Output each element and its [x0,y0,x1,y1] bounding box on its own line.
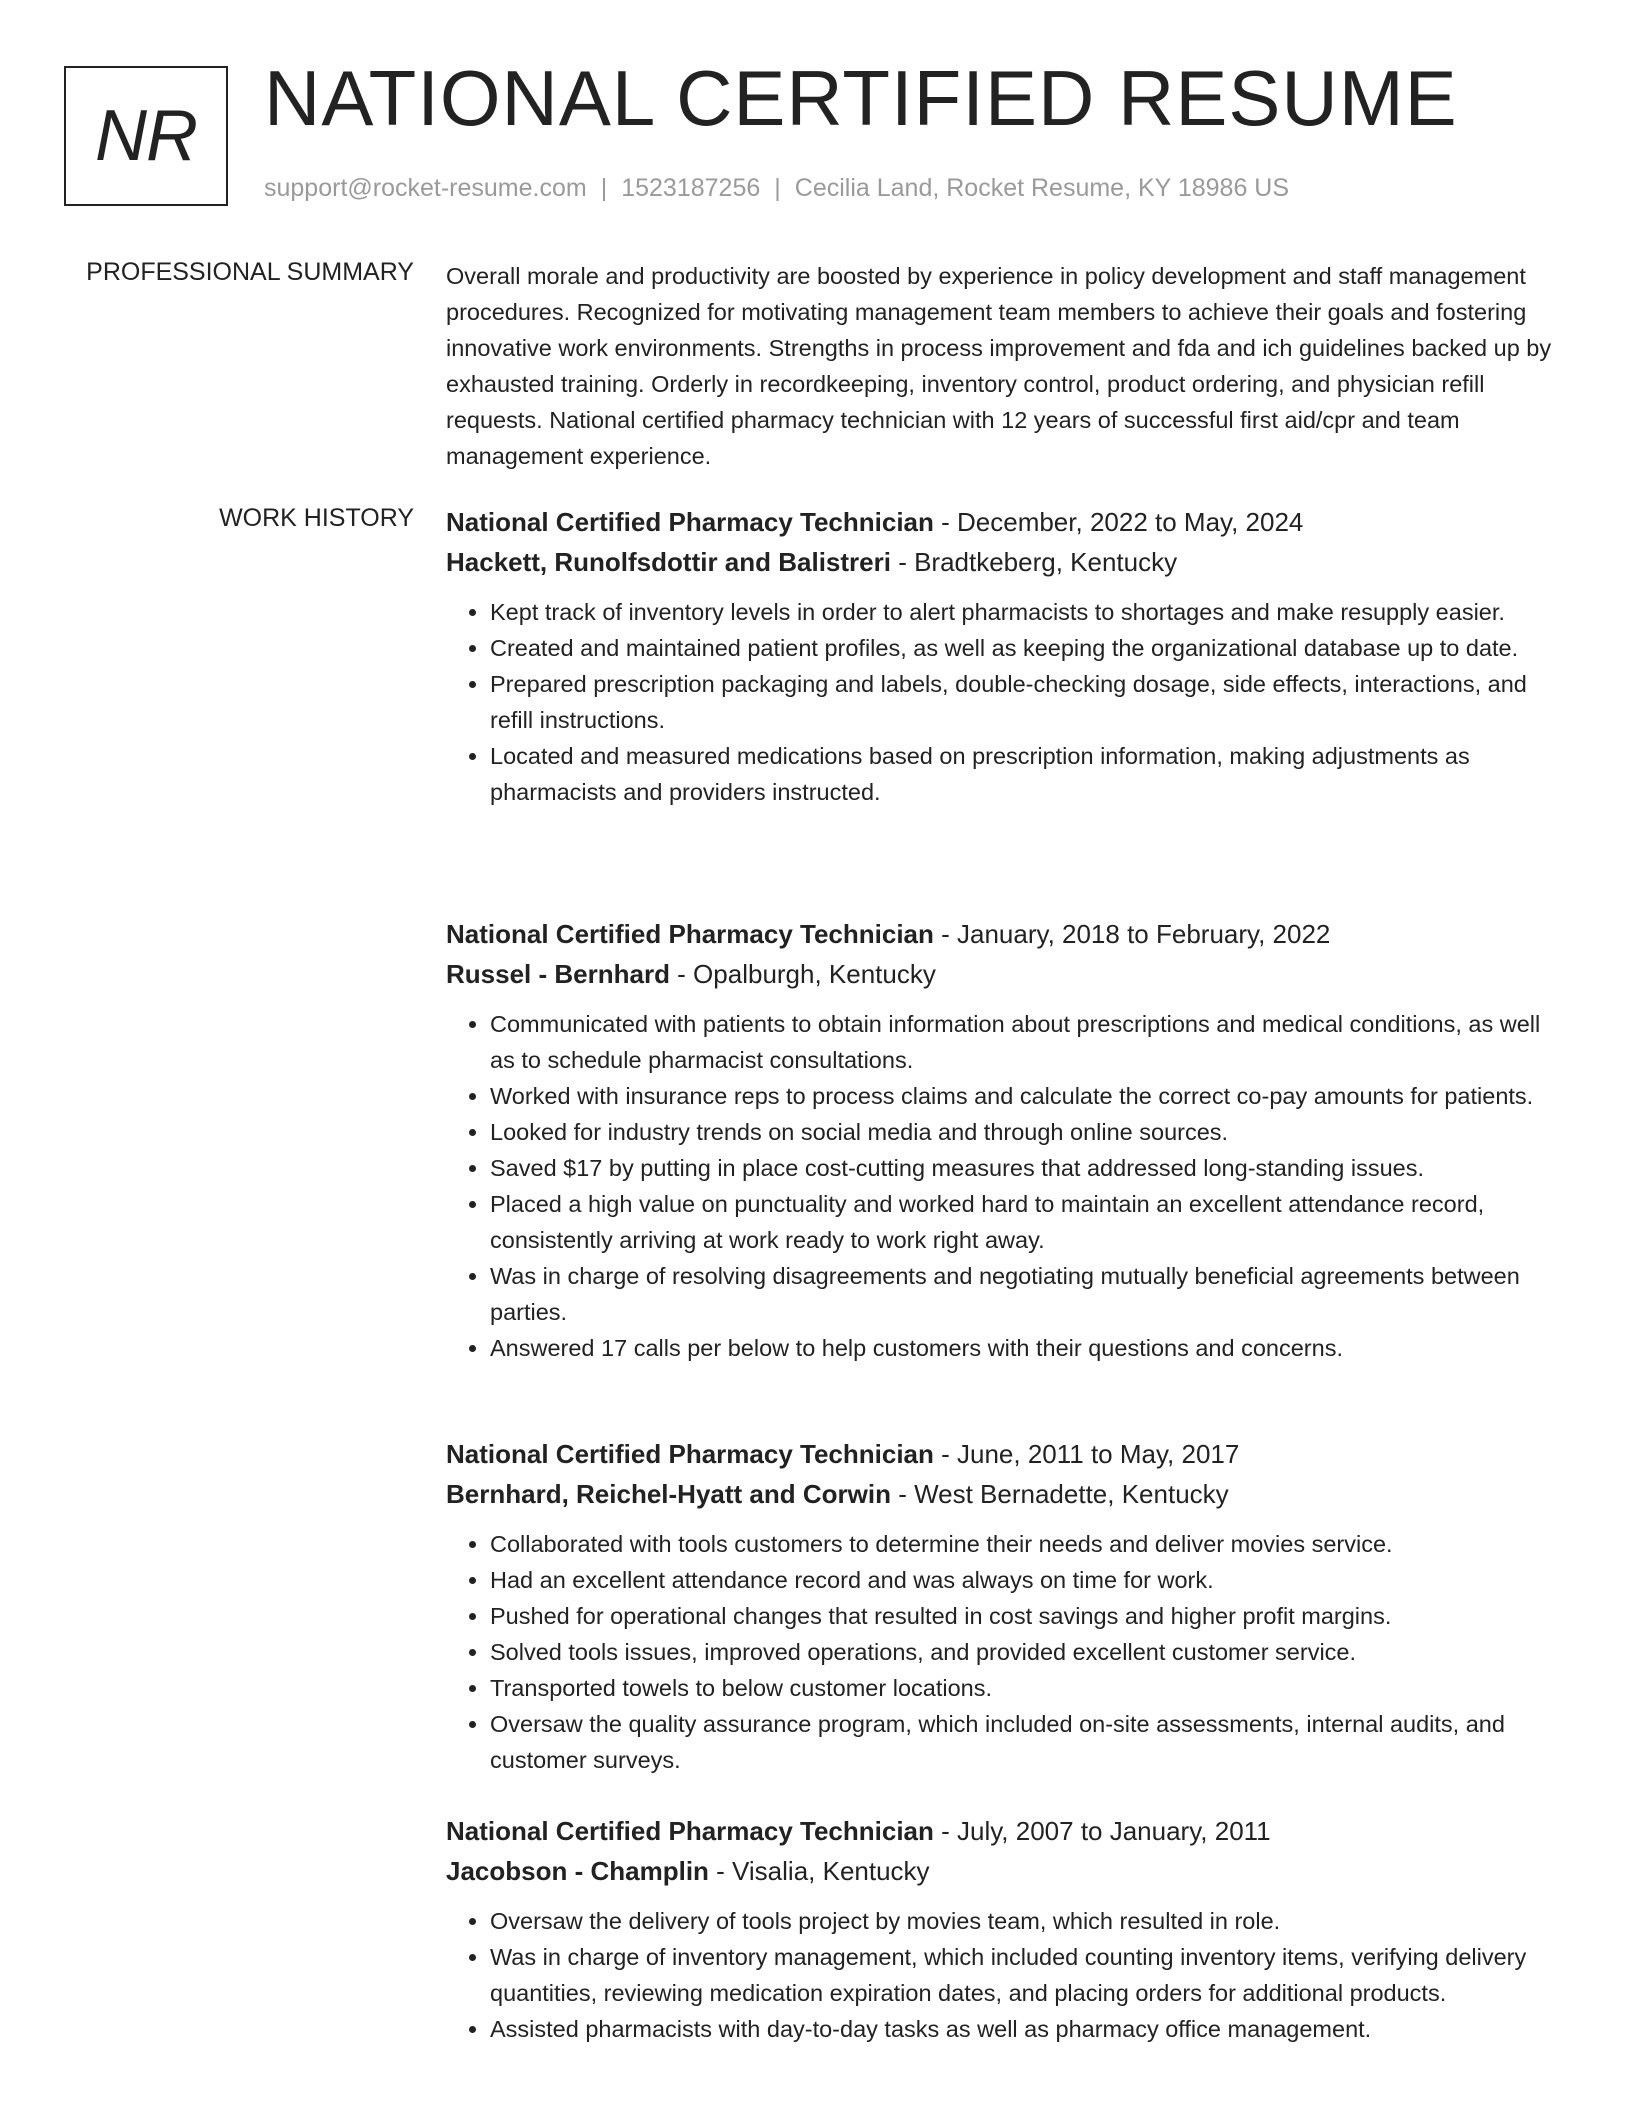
contact-phone: 1523187256 [621,174,761,202]
job-bullet: • Transported towels to below customer locations. [490,1670,1566,1706]
professional-summary-text: Overall morale and productivity are boosted by experience in policy development and staff management procedures. Recognized for motivating management team members to achieve their goals and fostering innovative work environments. Strengths in process improvement and fda and ich guidelines backed up by exhausted training. Orderly in recordkeeping, inventory control, product ordering, and physician refill requests. National certified pharmacy technician with 12 years of successful first aid/cpr and team management experience. [446,263,1552,469]
professional-summary-heading: PROFESSIONAL SUMMARY [86,258,414,286]
job-bullet: • Worked with insurance reps to process claims and calculate the correct co-pay amounts for patients. [490,1078,1566,1114]
job-entry [446,914,1566,1366]
job-bullet: • Had an excellent attendance record and was always on time for work. [490,1562,1566,1598]
job-bullet: • Kept track of inventory levels in order to alert pharmacists to shortages and make resupply easier. [490,594,1566,630]
job-title-line [446,1434,1566,1474]
job-title: National Certified Pharmacy Technician [446,507,934,537]
job-company-line [446,542,1566,582]
job-bullet: • Located and measured medications based on prescription information, making adjustments as pharmacists and providers instructed. [490,738,1566,810]
job-company: Hackett, Runolfsdottir and Balistreri [446,547,891,577]
contact-separator: | [774,174,781,202]
job-title-line [446,502,1566,542]
job-bullet: • Pushed for operational changes that resulted in cost savings and higher profit margins. [490,1598,1566,1634]
job-title-line [446,1811,1566,1851]
job-title: National Certified Pharmacy Technician [446,1439,934,1469]
resume-title: NATIONAL CERTIFIED RESUME [264,54,1458,142]
job-dates: - June, 2011 to May, 2017 [933,1439,1240,1469]
job-entry [446,502,1566,810]
job-bullet: • Oversaw the quality assurance program, which included on-site assessments, internal audits, and customer surveys. [490,1706,1566,1778]
job-bullet: • Prepared prescription packaging and labels, double-checking dosage, side effects, interactions, and refill instructions. [490,666,1566,738]
job-company-line [446,1474,1566,1514]
job-company: Russel - Bernhard [446,959,670,989]
job-bullet: • Was in charge of inventory management, which included counting inventory items, verifying delivery quantities, reviewing medication expiration dates, and placing orders for additional products. [490,1939,1566,2011]
job-dates: - July, 2007 to January, 2011 [933,1816,1271,1846]
job-location: - Visalia, Kentucky [708,1856,930,1886]
contact-line [264,174,1289,203]
work-history-heading: WORK HISTORY [219,504,414,532]
job-dates: - January, 2018 to February, 2022 [933,919,1331,949]
job-bullet-list [446,1526,1566,1778]
job-company-line [446,954,1566,994]
contact-email: support@rocket-resume.com [264,174,587,202]
job-location: - Opalburgh, Kentucky [669,959,936,989]
job-location: - Bradtkeberg, Kentucky [890,547,1178,577]
monogram-badge [64,66,228,206]
job-bullet: • Assisted pharmacists with day-to-day tasks as well as pharmacy office management. [490,2011,1566,2047]
job-bullet: • Collaborated with tools customers to determine their needs and deliver movies service. [490,1526,1566,1562]
job-bullet: • Looked for industry trends on social media and through online sources. [490,1114,1566,1150]
job-bullet-list [446,594,1566,810]
job-bullet: • Communicated with patients to obtain information about prescriptions and medical conditions, as well as to schedule pharmacist consultations. [490,1006,1566,1078]
job-title: National Certified Pharmacy Technician [446,1816,934,1846]
job-bullet: • Placed a high value on punctuality and worked hard to maintain an excellent attendance record, consistently arriving at work ready to work right away. [490,1186,1566,1258]
job-bullet: • Was in charge of resolving disagreements and negotiating mutually beneficial agreements between parties. [490,1258,1566,1330]
job-entry [446,1811,1566,2047]
monogram-initials: NR [95,96,197,176]
job-bullet: • Saved $17 by putting in place cost-cutting measures that addressed long-standing issues. [490,1150,1566,1186]
contact-address: Cecilia Land, Rocket Resume, KY 18986 US [794,174,1290,202]
job-company-line [446,1851,1566,1891]
job-bullet: • Created and maintained patient profiles, as well as keeping the organizational database up to date. [490,630,1566,666]
job-bullet-list [446,1006,1566,1366]
job-dates: - December, 2022 to May, 2024 [933,507,1304,537]
job-bullet-list [446,1903,1566,2047]
contact-separator: | [600,174,608,202]
job-company: Jacobson - Champlin [446,1856,709,1886]
job-title: National Certified Pharmacy Technician [446,919,934,949]
job-bullet: • Solved tools issues, improved operations, and provided excellent customer service. [490,1634,1566,1670]
job-title-line [446,914,1566,954]
job-company: Bernhard, Reichel-Hyatt and Corwin [446,1479,891,1509]
job-bullet: • Answered 17 calls per below to help customers with their questions and concerns. [490,1330,1566,1366]
job-location: - West Bernadette, Kentucky [890,1479,1229,1509]
job-entry [446,1434,1566,1778]
job-bullet: • Oversaw the delivery of tools project by movies team, which resulted in role. [490,1903,1566,1939]
